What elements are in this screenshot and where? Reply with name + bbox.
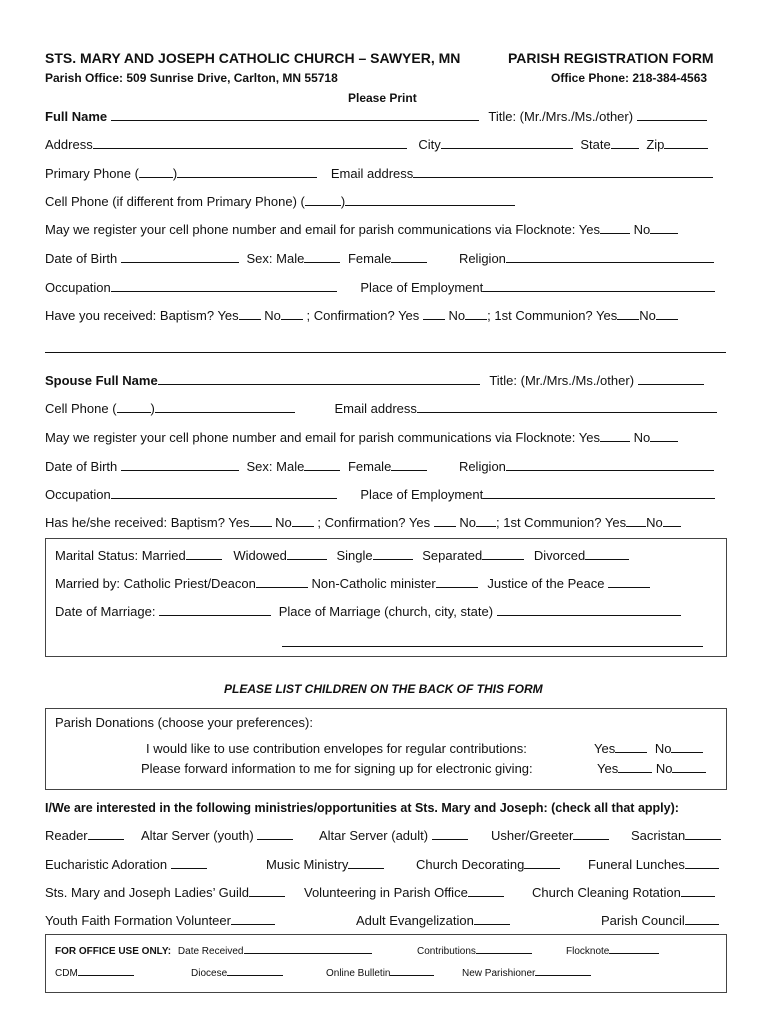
contributions-item <box>417 944 532 958</box>
diocese-label: Diocese <box>191 968 228 979</box>
spouse-flocknote-label: May we register your cell phone number and email for parish communications via Flocknote: Yes <box>45 430 600 445</box>
reader-field[interactable] <box>88 828 124 840</box>
envelopes-label: I would like to use contribution envelopes for regular contributions: <box>146 741 527 756</box>
divorced-field[interactable] <box>585 548 629 560</box>
marriage-date-row <box>55 604 681 620</box>
office-use-row-1 <box>55 944 372 958</box>
spouse-confirmation-no-label: No <box>459 515 476 530</box>
council-label: Parish Council <box>601 913 685 928</box>
youth-ff-item <box>45 913 275 929</box>
zip-field[interactable] <box>664 137 708 149</box>
communion-no-label: No <box>639 308 656 323</box>
communion-label: ; 1st Communion? Yes <box>487 308 618 323</box>
spouse-employment-label: Place of Employment <box>360 487 484 502</box>
youth-ff-label: Youth Faith Formation Volunteer <box>45 913 231 928</box>
flocknote-yes-field[interactable] <box>600 222 630 234</box>
decorating-item <box>416 857 560 873</box>
cleaning-label: Church Cleaning Rotation <box>532 885 681 900</box>
spouse-cell-field[interactable] <box>155 401 295 413</box>
music-field[interactable] <box>348 857 384 869</box>
spouse-name-field[interactable] <box>158 373 480 385</box>
section-divider <box>45 352 726 353</box>
spouse-occupation-label: Occupation <box>45 487 111 502</box>
full-name-label: Full Name <box>45 109 108 124</box>
female-field[interactable] <box>391 251 427 263</box>
spouse-dob-row <box>45 459 714 475</box>
new-parishioner-item <box>462 966 591 980</box>
state-label: State <box>580 137 611 152</box>
altar-youth-field[interactable] <box>257 828 293 840</box>
reader-label: Reader <box>45 828 88 843</box>
city-label: City <box>418 137 441 152</box>
primary-phone-area-field[interactable] <box>139 166 173 178</box>
office-vol-item <box>304 885 504 901</box>
marriage-date-label: Date of Marriage: <box>55 604 156 619</box>
primary-phone-row: Primary Phone ( ) Email address <box>45 166 713 182</box>
donations-heading: Parish Donations (choose your preferences): <box>55 715 313 730</box>
address-label: Address <box>45 137 93 152</box>
cleaning-field[interactable] <box>681 885 715 897</box>
office-vol-field[interactable] <box>468 885 504 897</box>
decorating-label: Church Decorating <box>416 857 525 872</box>
spouse-sacraments-row <box>45 515 681 531</box>
priest-field[interactable] <box>256 576 308 588</box>
marriage-place-field[interactable] <box>497 604 681 616</box>
flocknote-no-field[interactable] <box>650 222 678 234</box>
marriage-place-label: Place of Marriage (church, city, state) <box>278 604 494 619</box>
email-field[interactable] <box>413 166 713 178</box>
spouse-flocknote-no-field[interactable] <box>650 430 678 442</box>
adult-ev-item <box>356 913 510 929</box>
widowed-label: Widowed <box>233 548 287 563</box>
children-note: PLEASE LIST CHILDREN ON THE BACK OF THIS FORM <box>224 682 543 696</box>
spouse-cell-area-field[interactable] <box>117 401 151 413</box>
spouse-communion-yes-field[interactable] <box>626 515 646 527</box>
spouse-female-label: Female <box>347 459 392 474</box>
funeral-label: Funeral Lunches <box>588 857 685 872</box>
music-label: Music Ministry <box>266 857 349 872</box>
flocknote-no-label: No <box>633 222 651 237</box>
council-field[interactable] <box>685 913 719 925</box>
married-label: Marital Status: Married <box>55 548 186 563</box>
electronic-no-field[interactable] <box>672 761 706 773</box>
guild-field[interactable] <box>249 885 285 897</box>
single-label: Single <box>336 548 373 563</box>
electronic-row <box>141 761 533 777</box>
baptism-label: Have you received: Baptism? Yes <box>45 308 239 323</box>
spouse-email-label: Email address <box>334 401 417 416</box>
spouse-flocknote-no-label: No <box>633 430 651 445</box>
contributions-label: Contributions <box>417 946 476 957</box>
usher-field[interactable] <box>573 828 609 840</box>
flocknote-row <box>45 222 678 238</box>
divorced-label: Divorced <box>533 548 586 563</box>
spouse-baptism-no-field[interactable] <box>292 515 314 527</box>
title-label: Title: (Mr./Mrs./Ms./other) <box>488 109 634 124</box>
address-field[interactable] <box>93 137 407 149</box>
spouse-baptism-no-label: No <box>275 515 292 530</box>
religion-field[interactable] <box>506 251 714 263</box>
spouse-title-field[interactable] <box>638 373 704 385</box>
spouse-cell-label: Cell Phone ( <box>45 401 117 416</box>
bulletin-label: Online Bulletin <box>326 968 391 979</box>
electronic-options <box>597 761 706 777</box>
cdm-item <box>55 966 134 980</box>
adult-ev-label: Adult Evangelization <box>356 913 474 928</box>
religion-label: Religion <box>458 251 506 266</box>
form-title: PARISH REGISTRATION FORM <box>508 50 714 66</box>
sacraments-row <box>45 308 678 324</box>
spouse-occupation-field[interactable] <box>111 487 337 499</box>
married-by-label: Married by: Catholic Priest/Deacon <box>55 576 256 591</box>
spouse-cell-row: Cell Phone ( ) Email address <box>45 401 717 417</box>
new-parishioner-field[interactable] <box>535 966 591 976</box>
altar-adult-item <box>319 828 468 844</box>
title-field[interactable] <box>637 109 707 121</box>
envelopes-no-label: No <box>654 741 672 756</box>
office-flocknote-label: Flocknote <box>566 946 610 957</box>
cell-phone-area-field[interactable] <box>305 194 341 206</box>
primary-phone-label: Primary Phone ( <box>45 166 139 181</box>
spouse-confirmation-label: ; Confirmation? Yes <box>317 515 431 530</box>
communion-yes-field[interactable] <box>617 308 639 320</box>
envelopes-yes-label: Yes <box>594 741 616 756</box>
office-use-box <box>45 934 727 993</box>
spouse-email-field[interactable] <box>417 401 717 413</box>
city-field[interactable] <box>441 137 573 149</box>
church-name: STS. MARY AND JOSEPH CATHOLIC CHURCH – SAWYER, MN <box>45 50 461 66</box>
spouse-employment-field[interactable] <box>483 487 715 499</box>
employment-field[interactable] <box>483 280 715 292</box>
adult-ev-field[interactable] <box>474 913 510 925</box>
separated-label: Separated <box>422 548 483 563</box>
electronic-no-label: No <box>655 761 673 776</box>
diocese-field[interactable] <box>227 966 283 976</box>
cdm-label: CDM <box>55 968 78 979</box>
spouse-occupation-row <box>45 487 715 503</box>
sacristan-label: Sacristan <box>631 828 686 843</box>
spouse-baptism-label: Has he/she received: Baptism? Yes <box>45 515 250 530</box>
email-label: Email address <box>330 166 414 181</box>
usher-label: Usher/Greeter <box>491 828 574 843</box>
address-row <box>45 137 708 153</box>
communion-no-field[interactable] <box>656 308 678 320</box>
justice-label: Justice of the Peace <box>487 576 605 591</box>
funeral-item <box>588 857 719 873</box>
cell-phone-label: Cell Phone (if different from Primary Phone) ( <box>45 194 305 209</box>
justice-field[interactable] <box>608 576 650 588</box>
zip-label: Zip <box>646 137 665 152</box>
office-phone: Office Phone: 218-384-4563 <box>551 71 708 85</box>
altar-adult-field[interactable] <box>432 828 468 840</box>
spouse-baptism-yes-field[interactable] <box>250 515 272 527</box>
guild-label: Sts. Mary and Joseph Ladies’ Guild <box>45 885 250 900</box>
ministries-heading: I/We are interested in the following ministries/opportunities at Sts. Mary and Joseph: (check all that apply): <box>45 801 679 815</box>
confirmation-yes-field[interactable] <box>423 308 445 320</box>
dob-field[interactable] <box>121 251 239 263</box>
separated-field[interactable] <box>482 548 524 560</box>
spouse-flocknote-row <box>45 430 678 446</box>
envelopes-row <box>146 741 527 757</box>
cell-phone-row: Cell Phone (if different from Primary Phone) ( ) <box>45 194 515 210</box>
married-field[interactable] <box>186 548 222 560</box>
confirmation-label: ; Confirmation? Yes <box>306 308 420 323</box>
widowed-field[interactable] <box>287 548 327 560</box>
full-name-field[interactable] <box>111 109 479 121</box>
spouse-confirmation-yes-field[interactable] <box>434 515 456 527</box>
spouse-communion-no-label: No <box>646 515 663 530</box>
office-vol-label: Volunteering in Parish Office <box>304 885 468 900</box>
confirmation-no-label: No <box>448 308 466 323</box>
spouse-flocknote-yes-field[interactable] <box>600 430 630 442</box>
office-flocknote-field[interactable] <box>609 944 659 954</box>
non-catholic-field[interactable] <box>436 576 478 588</box>
spouse-name-row <box>45 373 704 389</box>
cleaning-item <box>532 885 715 901</box>
sacristan-field[interactable] <box>685 828 721 840</box>
spouse-religion-field[interactable] <box>506 459 714 471</box>
office-use-label: FOR OFFICE USE ONLY: <box>55 946 172 957</box>
dob-label: Date of Birth <box>45 251 118 266</box>
spouse-title-label: Title: (Mr./Mrs./Ms./other) <box>489 373 635 388</box>
spouse-dob-label: Date of Birth <box>45 459 118 474</box>
envelopes-yes-field[interactable] <box>615 741 647 753</box>
usher-item <box>491 828 609 844</box>
cell-phone-field[interactable] <box>345 194 515 206</box>
male-field[interactable] <box>304 251 340 263</box>
guild-item <box>45 885 285 901</box>
parish-office: Parish Office: 509 Sunrise Drive, Carlton, MN 55718 <box>45 71 338 85</box>
spouse-communion-label: ; 1st Communion? Yes <box>496 515 627 530</box>
electronic-yes-label: Yes <box>597 761 619 776</box>
occupation-field[interactable] <box>111 280 337 292</box>
flocknote-label: May we register your cell phone number and email for parish communications via Flocknote: Yes <box>45 222 600 237</box>
married-by-row <box>55 576 650 592</box>
employment-label: Place of Employment <box>360 280 484 295</box>
council-item <box>601 913 719 929</box>
occupation-label: Occupation <box>45 280 111 295</box>
office-flocknote-item <box>566 944 659 958</box>
spouse-female-field[interactable] <box>391 459 427 471</box>
state-field[interactable] <box>611 137 639 149</box>
sex-label: Sex: Male <box>246 251 305 266</box>
adoration-field[interactable] <box>171 857 207 869</box>
cdm-field[interactable] <box>78 966 134 976</box>
bulletin-item <box>326 966 434 980</box>
non-catholic-label: Non-Catholic minister <box>311 576 436 591</box>
altar-adult-label: Altar Server (adult) <box>319 828 429 843</box>
spouse-dob-field[interactable] <box>121 459 239 471</box>
diocese-item <box>191 966 283 980</box>
altar-youth-label: Altar Server (youth) <box>141 828 254 843</box>
baptism-no-field[interactable] <box>281 308 303 320</box>
spouse-name-label: Spouse Full Name <box>45 373 158 388</box>
envelopes-no-field[interactable] <box>671 741 703 753</box>
marriage-place-line-2[interactable] <box>282 646 703 647</box>
primary-phone-field[interactable] <box>177 166 317 178</box>
spouse-confirmation-no-field[interactable] <box>476 515 496 527</box>
date-received-field[interactable] <box>244 944 372 954</box>
envelopes-options <box>594 741 703 757</box>
occupation-row <box>45 280 715 296</box>
full-name-row <box>45 109 707 125</box>
marriage-date-field[interactable] <box>159 604 271 616</box>
date-received-label: Date Received <box>177 946 244 957</box>
spouse-male-field[interactable] <box>304 459 340 471</box>
electronic-label: Please forward information to me for signing up for electronic giving: <box>141 761 533 776</box>
spouse-religion-label: Religion <box>458 459 506 474</box>
sacristan-item <box>631 828 721 844</box>
funeral-field[interactable] <box>685 857 719 869</box>
new-parishioner-label: New Parishioner <box>462 968 536 979</box>
confirmation-no-field[interactable] <box>465 308 487 320</box>
electronic-yes-field[interactable] <box>618 761 652 773</box>
adoration-item <box>45 857 207 873</box>
dob-row <box>45 251 714 267</box>
please-print: Please Print <box>348 91 417 105</box>
baptism-no-label: No <box>264 308 281 323</box>
marital-status-row <box>55 548 629 564</box>
bulletin-field[interactable] <box>390 966 434 976</box>
decorating-field[interactable] <box>524 857 560 869</box>
female-label: Female <box>347 251 392 266</box>
music-item <box>266 857 384 873</box>
baptism-yes-field[interactable] <box>239 308 261 320</box>
single-field[interactable] <box>373 548 413 560</box>
contributions-field[interactable] <box>476 944 532 954</box>
adoration-label: Eucharistic Adoration <box>45 857 168 872</box>
youth-ff-field[interactable] <box>231 913 275 925</box>
spouse-sex-label: Sex: Male <box>246 459 305 474</box>
reader-item <box>45 828 124 844</box>
altar-youth-item <box>141 828 293 844</box>
spouse-communion-no-field[interactable] <box>663 515 681 527</box>
